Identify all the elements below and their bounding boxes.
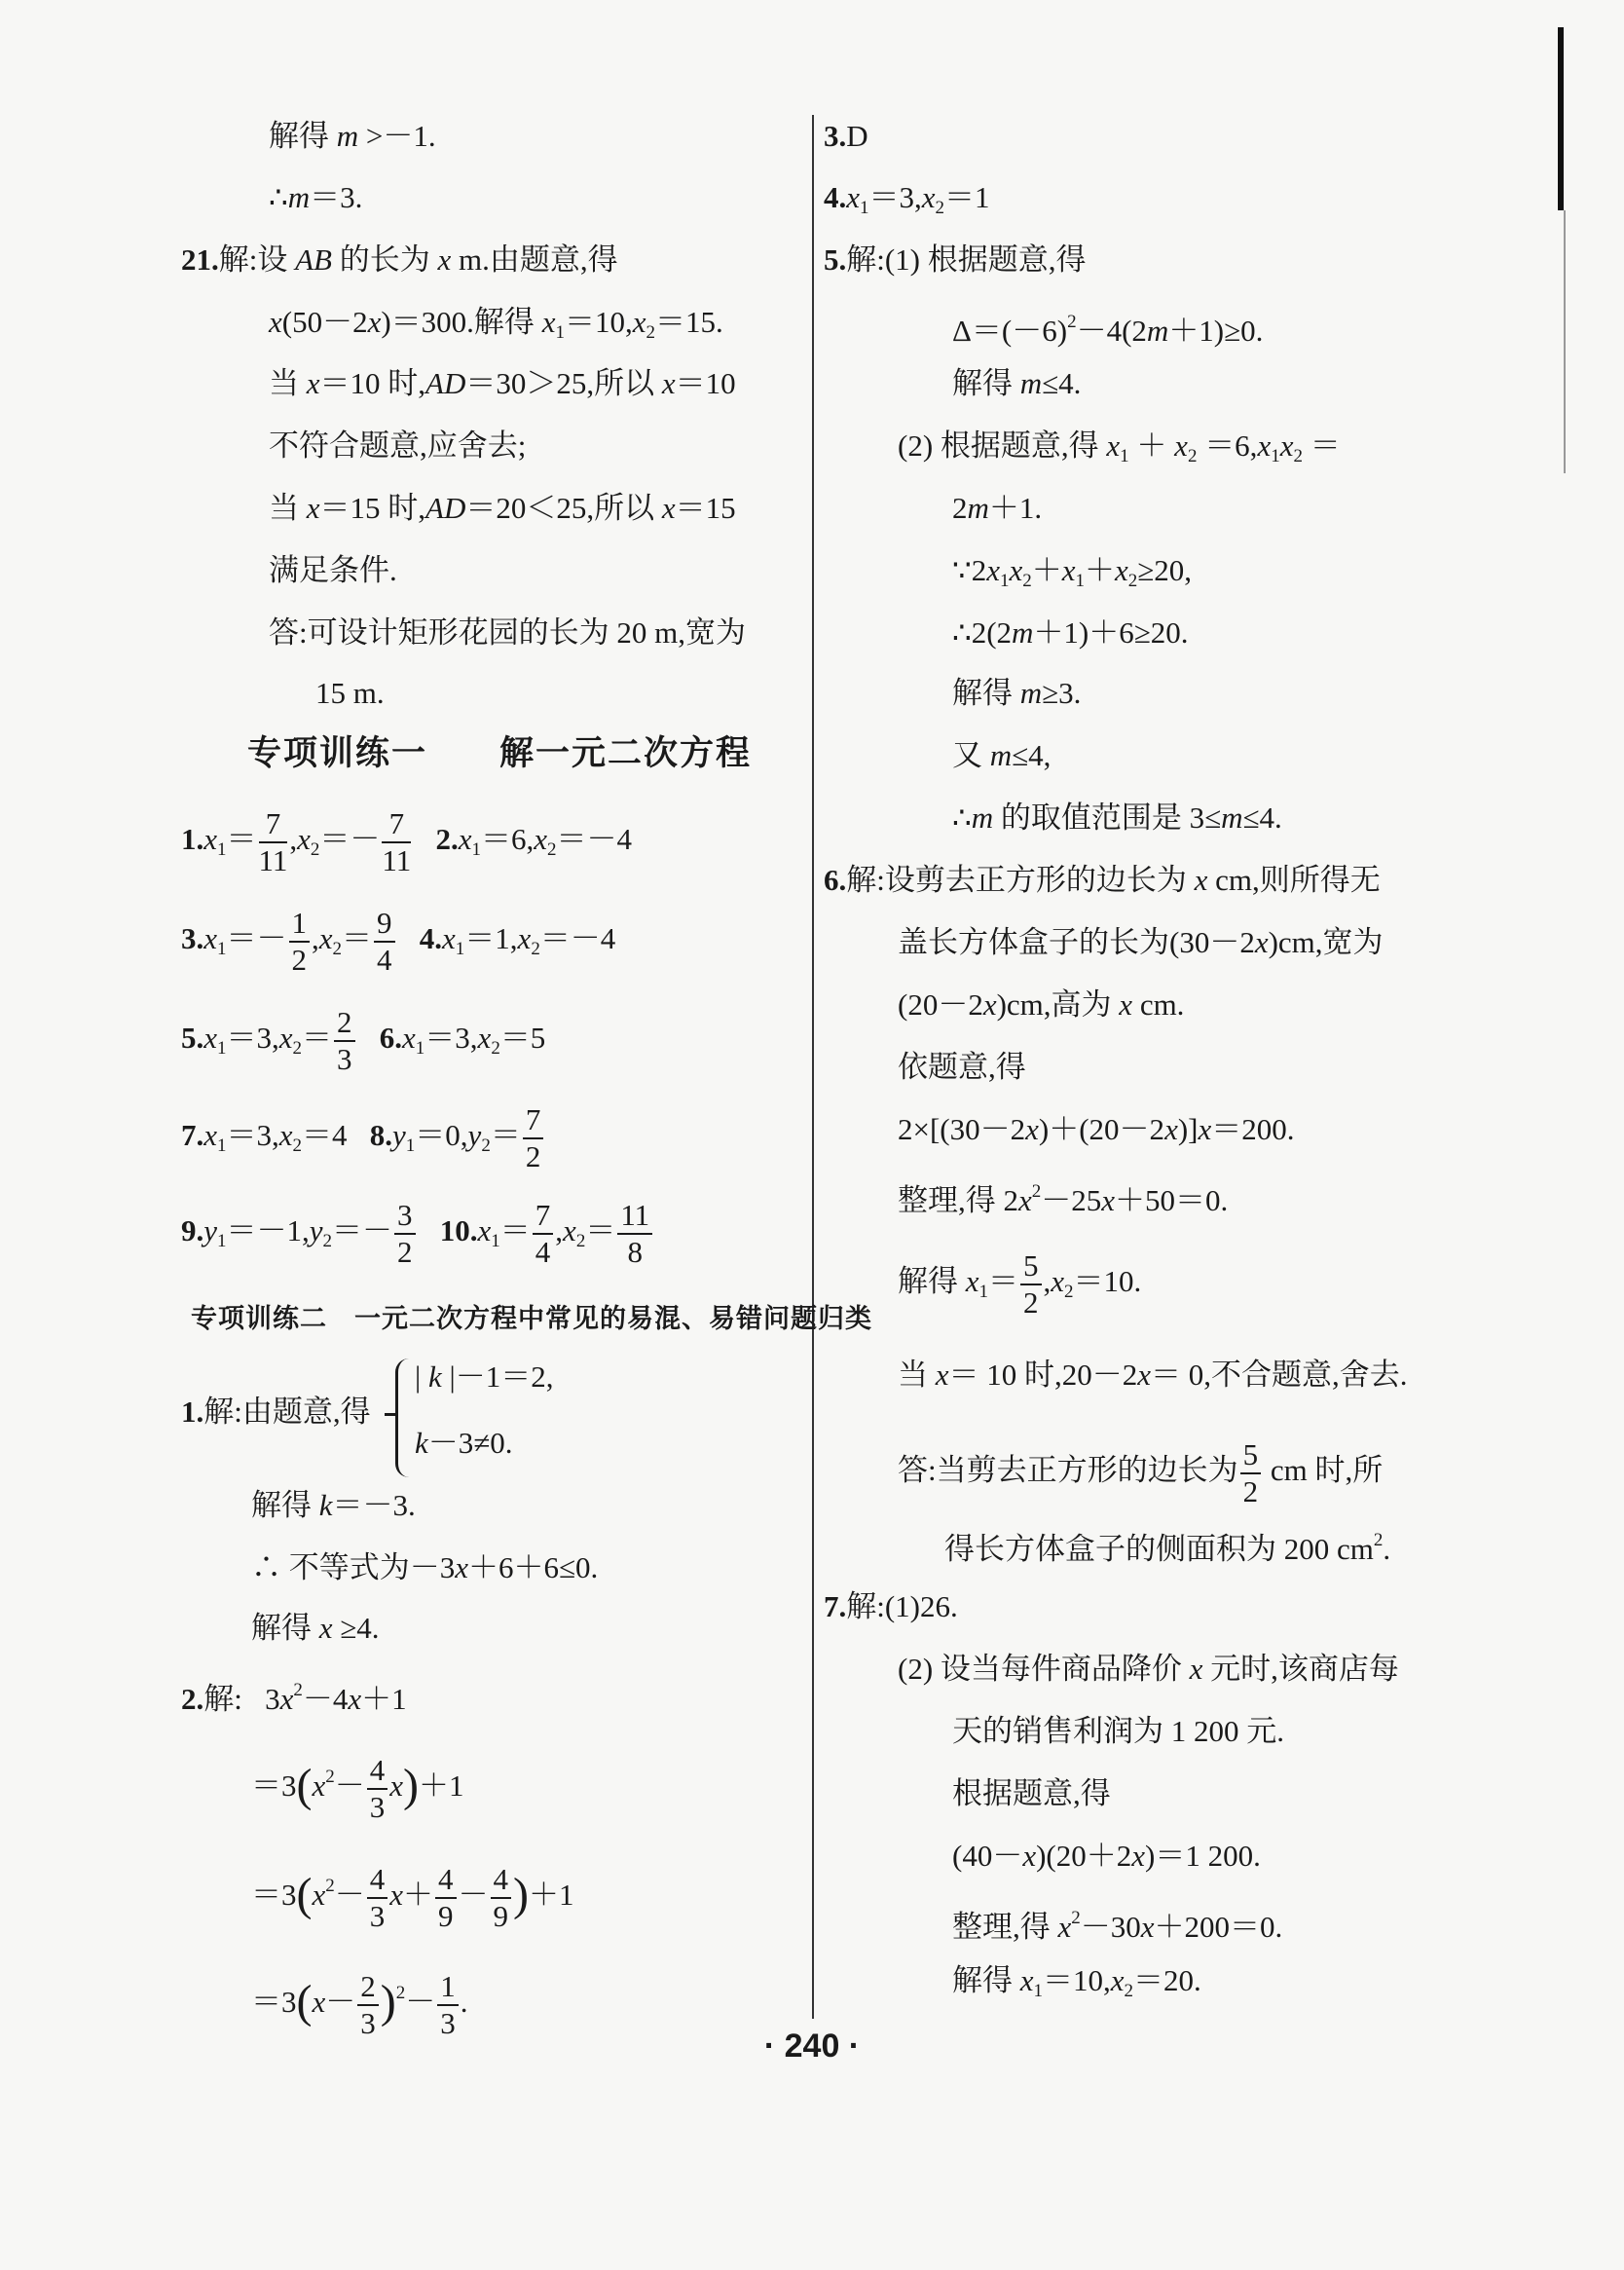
text-line: 得长方体盒子的侧面积为 200 $cm^2$. [944, 1530, 1391, 1566]
text-line: 解得 $x_1=10,x_2=20$. [952, 1963, 1201, 2001]
section-title-training-1: 专项训练一 解一元二次方程 [247, 734, 753, 772]
text-line: 解得 x ≥4. [251, 1611, 380, 1645]
text-line: 解得 m≥3. [952, 676, 1082, 710]
column-divider [812, 115, 814, 2019]
system-brace [395, 1358, 416, 1477]
page-number: · 240 · [763, 2028, 861, 2065]
text-line: 当 x＝ 10 时,20－2x＝ 0,不合题意,舍去. [898, 1358, 1408, 1392]
text-line: 依题意,得 [898, 1050, 1026, 1084]
answer-line: $7.x_1=3,x_2=4$ $8.y_1=0,y_2=$ $\frac{7}{2}$ [181, 1102, 545, 1174]
problem-21: 21.解:设 AB 的长为 x m.由题意,得 [181, 242, 618, 277]
text-line: $=3(x^2-$ $\frac{4}{3}$ x)＋1 [251, 1753, 464, 1824]
text-line: 答:当剪去正方形的边长为 $\frac{5}{2}$ cm 时,所 [898, 1437, 1384, 1508]
text-line: 15 m. [315, 676, 385, 710]
text-line: 整理,得 $x^2-30x+200=0$. [952, 1908, 1283, 1944]
text-line: 当 x＝15 时,AD＝20＜25,所以 x＝15 [269, 491, 736, 525]
answer-line: $4.x_1=3,x_2=1$ [824, 180, 990, 218]
text-line: x(50－2x)＝300.解得 $x_1=10,x_2=15$. [269, 305, 723, 343]
text-line: $\because 2x_1x_2+x_1+x_2\ge 20$, [952, 553, 1193, 591]
page-edge-line [1564, 210, 1566, 473]
text-line: 解得 $x_1=$ $\frac{5}{2}$ $,x_2=10$. [898, 1248, 1142, 1320]
answer-line: $5.x_1=3,x_2=$ $\frac{2}{3}$ $6.x_1=3,x_2=5$ [181, 1005, 546, 1076]
text-line: 不符合题意,应舍去; [269, 428, 527, 463]
text-line: $\Delta=(-6)^2-4(2m+1)\ge 0$. [952, 312, 1264, 348]
text-line: 天的销售利润为 1 200 元. [952, 1714, 1284, 1748]
text-line: 盖长方体盒子的长为(30－2x)cm,宽为 [898, 925, 1384, 959]
text-line: k－3≠0. [415, 1426, 513, 1460]
text-line: | k |－1＝2, [415, 1359, 554, 1394]
problem-6: 6.解:设剪去正方形的边长为 x cm,则所得无 [824, 863, 1381, 897]
text-line: $=3(x^2-$ $\frac{4}{3}$ x＋ $\frac{4}{9}$ － $\frac{4}{9}$ )＋1 [251, 1862, 574, 1933]
problem-5: 5.解:(1) 根据题意,得 [824, 242, 1087, 277]
answer-line: 3.D [824, 119, 868, 153]
text-line: 2×[(30－2x)＋(20－2x)]x＝200. [898, 1112, 1295, 1146]
text-line: 答:可设计矩形花园的长为 20 m,宽为 [269, 615, 746, 650]
text-line: 解得 k＝－3. [251, 1488, 416, 1522]
text-line: ＝3(x－ $\frac{2}{3}$ )$^2$－ $\frac{1}{3}$ . [251, 1969, 468, 2040]
section-title-training-2: 专项训练二 一元二次方程中常见的易混、易错问题归类 [191, 1304, 872, 1333]
text-line: 当 x＝10 时,AD＝30＞25,所以 x＝10 [269, 366, 736, 400]
problem-2: 2.解: $3x^2-4x+1$ [181, 1680, 407, 1716]
text-line: (20－2x)cm,高为 x cm. [898, 987, 1185, 1022]
text-line: ∴2(2m＋1)＋6≥20. [952, 615, 1189, 650]
text-line: ∴m＝3. [269, 180, 363, 214]
text-line: ∴ 不等式为－3x＋6＋6≤0. [251, 1550, 599, 1584]
answer-line: $3.x_1=-$ $\frac{1}{2}$ $,x_2=$ $\frac{9}{4}$ $4.x_1=1,x_2=-4$ [181, 906, 616, 977]
answer-line: $9.y_1=-1,y_2=-$ $\frac{3}{2}$ $10.x_1=$ $\frac{7}{4}$ $,x_2=$ $\frac{11}{8}$ [181, 1198, 654, 1270]
text-line: 2m＋1. [952, 491, 1043, 525]
text-line: 整理,得 $2x^2-25x+50=0$. [898, 1181, 1229, 1217]
text-line: (2) 设当每件商品降价 x 元时,该商店每 [898, 1652, 1399, 1686]
text-line: (40－x)(20＋2x)＝1 200. [952, 1839, 1261, 1873]
answer-line: $1.x_1=$ $\frac{7}{11}$ $,x_2=-$ $\frac{7}{11}$ $2.x_1=6,x_2=-4$ [181, 806, 633, 877]
page-edge-mark [1558, 27, 1564, 210]
text-line: (2) 根据题意,得 $x_1 + x_2 =6,x_1x_2$ ＝ [898, 428, 1341, 466]
text-line: ∴m 的取值范围是 3≤m≤4. [952, 800, 1282, 835]
problem-7: 7.解:(1)26. [824, 1589, 958, 1623]
text-line: 解得 m >－1. [269, 119, 436, 153]
text-line: 又 m≤4, [952, 738, 1052, 772]
text-line: 解得 m≤4. [952, 366, 1082, 400]
text-line: 根据题意,得 [952, 1776, 1111, 1810]
problem-1: 1.解:由题意,得 [181, 1395, 371, 1429]
text-line: 满足条件. [269, 553, 397, 587]
